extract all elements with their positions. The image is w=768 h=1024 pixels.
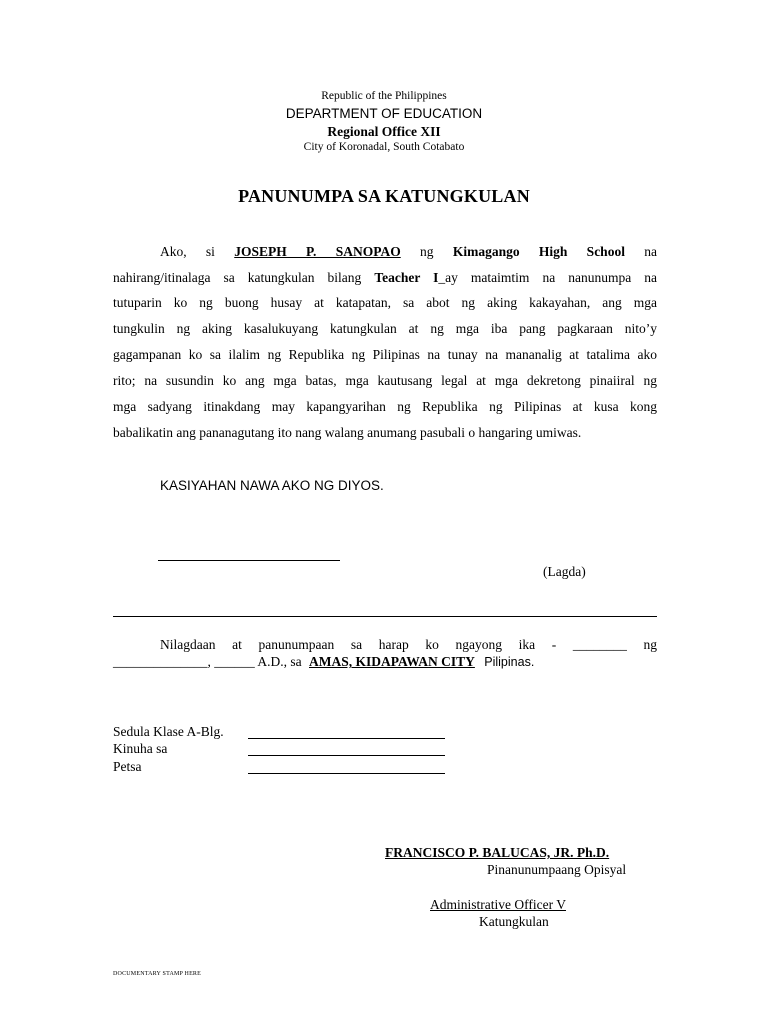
header-regional-office: Regional Office XII bbox=[327, 124, 441, 139]
oath-line-2-text: ______________, ______ A.D., sa bbox=[113, 654, 302, 669]
section-divider bbox=[113, 616, 657, 617]
body-line-8: babalikatin ang pananagutang ito nang walang anumang pasubali o hangaring umiwas. bbox=[113, 425, 582, 440]
body-line-2 bbox=[113, 270, 657, 286]
oath-line-2 bbox=[113, 654, 657, 670]
header-department: DEPARTMENT OF EDUCATION bbox=[285, 106, 483, 121]
kinuha-line bbox=[248, 755, 445, 756]
sedula-line bbox=[248, 738, 445, 739]
body-ng: ng bbox=[420, 244, 434, 259]
closing-statement: KASIYAHAN NAWA AKO NG DIYOS. bbox=[160, 478, 384, 493]
position-label: Katungkulan bbox=[479, 914, 549, 929]
oath-place: AMAS, KIDAPAWAN CITY bbox=[309, 654, 475, 669]
oath-line-1 bbox=[160, 637, 657, 653]
employee-name: JOSEPH P. SANOPAO bbox=[234, 244, 401, 259]
position-title: Teacher I bbox=[374, 270, 439, 285]
body-line-6: rito; na susundin ko ang mga batas, mga kautusang legal at mga dekretong pinaiiral ng bbox=[113, 373, 657, 388]
officer-position: Administrative Officer V bbox=[430, 897, 566, 912]
school-name: Kimagango High School bbox=[452, 244, 625, 259]
body-line-3: tutuparin ko ng buong husay at katapatan, sa abot ng aking kakayahan, ang mga bbox=[113, 295, 657, 310]
body-line-5: gagampanan ko sa ilalim ng Republika ng Pilipinas na tunay na mananalig at tatalima ako bbox=[113, 347, 657, 362]
header-republic: Republic of the Philippines bbox=[321, 90, 447, 102]
body-line-1 bbox=[160, 244, 657, 260]
body-line-2-text-a: nahirang/itinalaga sa katungkulan bilang bbox=[113, 270, 362, 285]
body-line-2-text-b: _ay mataimtim na nanunumpa na bbox=[438, 270, 658, 285]
oath-country: Pilipinas. bbox=[484, 655, 535, 669]
body-ako: Ako, si bbox=[160, 244, 215, 259]
oath-line-1-text: Nilagdaan at panunumpaan sa harap ko ngayong ika - ________ bbox=[160, 637, 627, 652]
header-city: City of Koronadal, South Cotabato bbox=[303, 141, 465, 153]
oath-line-1-ng: ng bbox=[643, 637, 658, 652]
signature-line bbox=[158, 560, 340, 561]
page-title: PANUNUMPA SA KATUNGKULAN bbox=[238, 186, 530, 206]
petsa-line bbox=[248, 773, 445, 774]
officer-role: Pinanunumpaang Opisyal bbox=[487, 862, 627, 877]
documentary-stamp-note: DOCUMENTARY STAMP HERE bbox=[113, 971, 202, 977]
body-na: na bbox=[644, 244, 657, 259]
signature-label: (Lagda) bbox=[543, 564, 586, 579]
body-line-7: mga sadyang itinakdang may kapangyarihan ng Republika ng Pilipinas at kusa kong bbox=[113, 399, 657, 414]
petsa-label: Petsa bbox=[113, 759, 142, 774]
body-line-4: tungkulin ng aking kasalukuyang katungkulan at ng mga iba pang pagkaraan nito’y bbox=[113, 321, 657, 336]
kinuha-label: Kinuha sa bbox=[113, 741, 168, 756]
sedula-label: Sedula Klase A-Blg. bbox=[113, 724, 224, 739]
officer-name: FRANCISCO P. BALUCAS, JR. Ph.D. bbox=[385, 845, 610, 860]
